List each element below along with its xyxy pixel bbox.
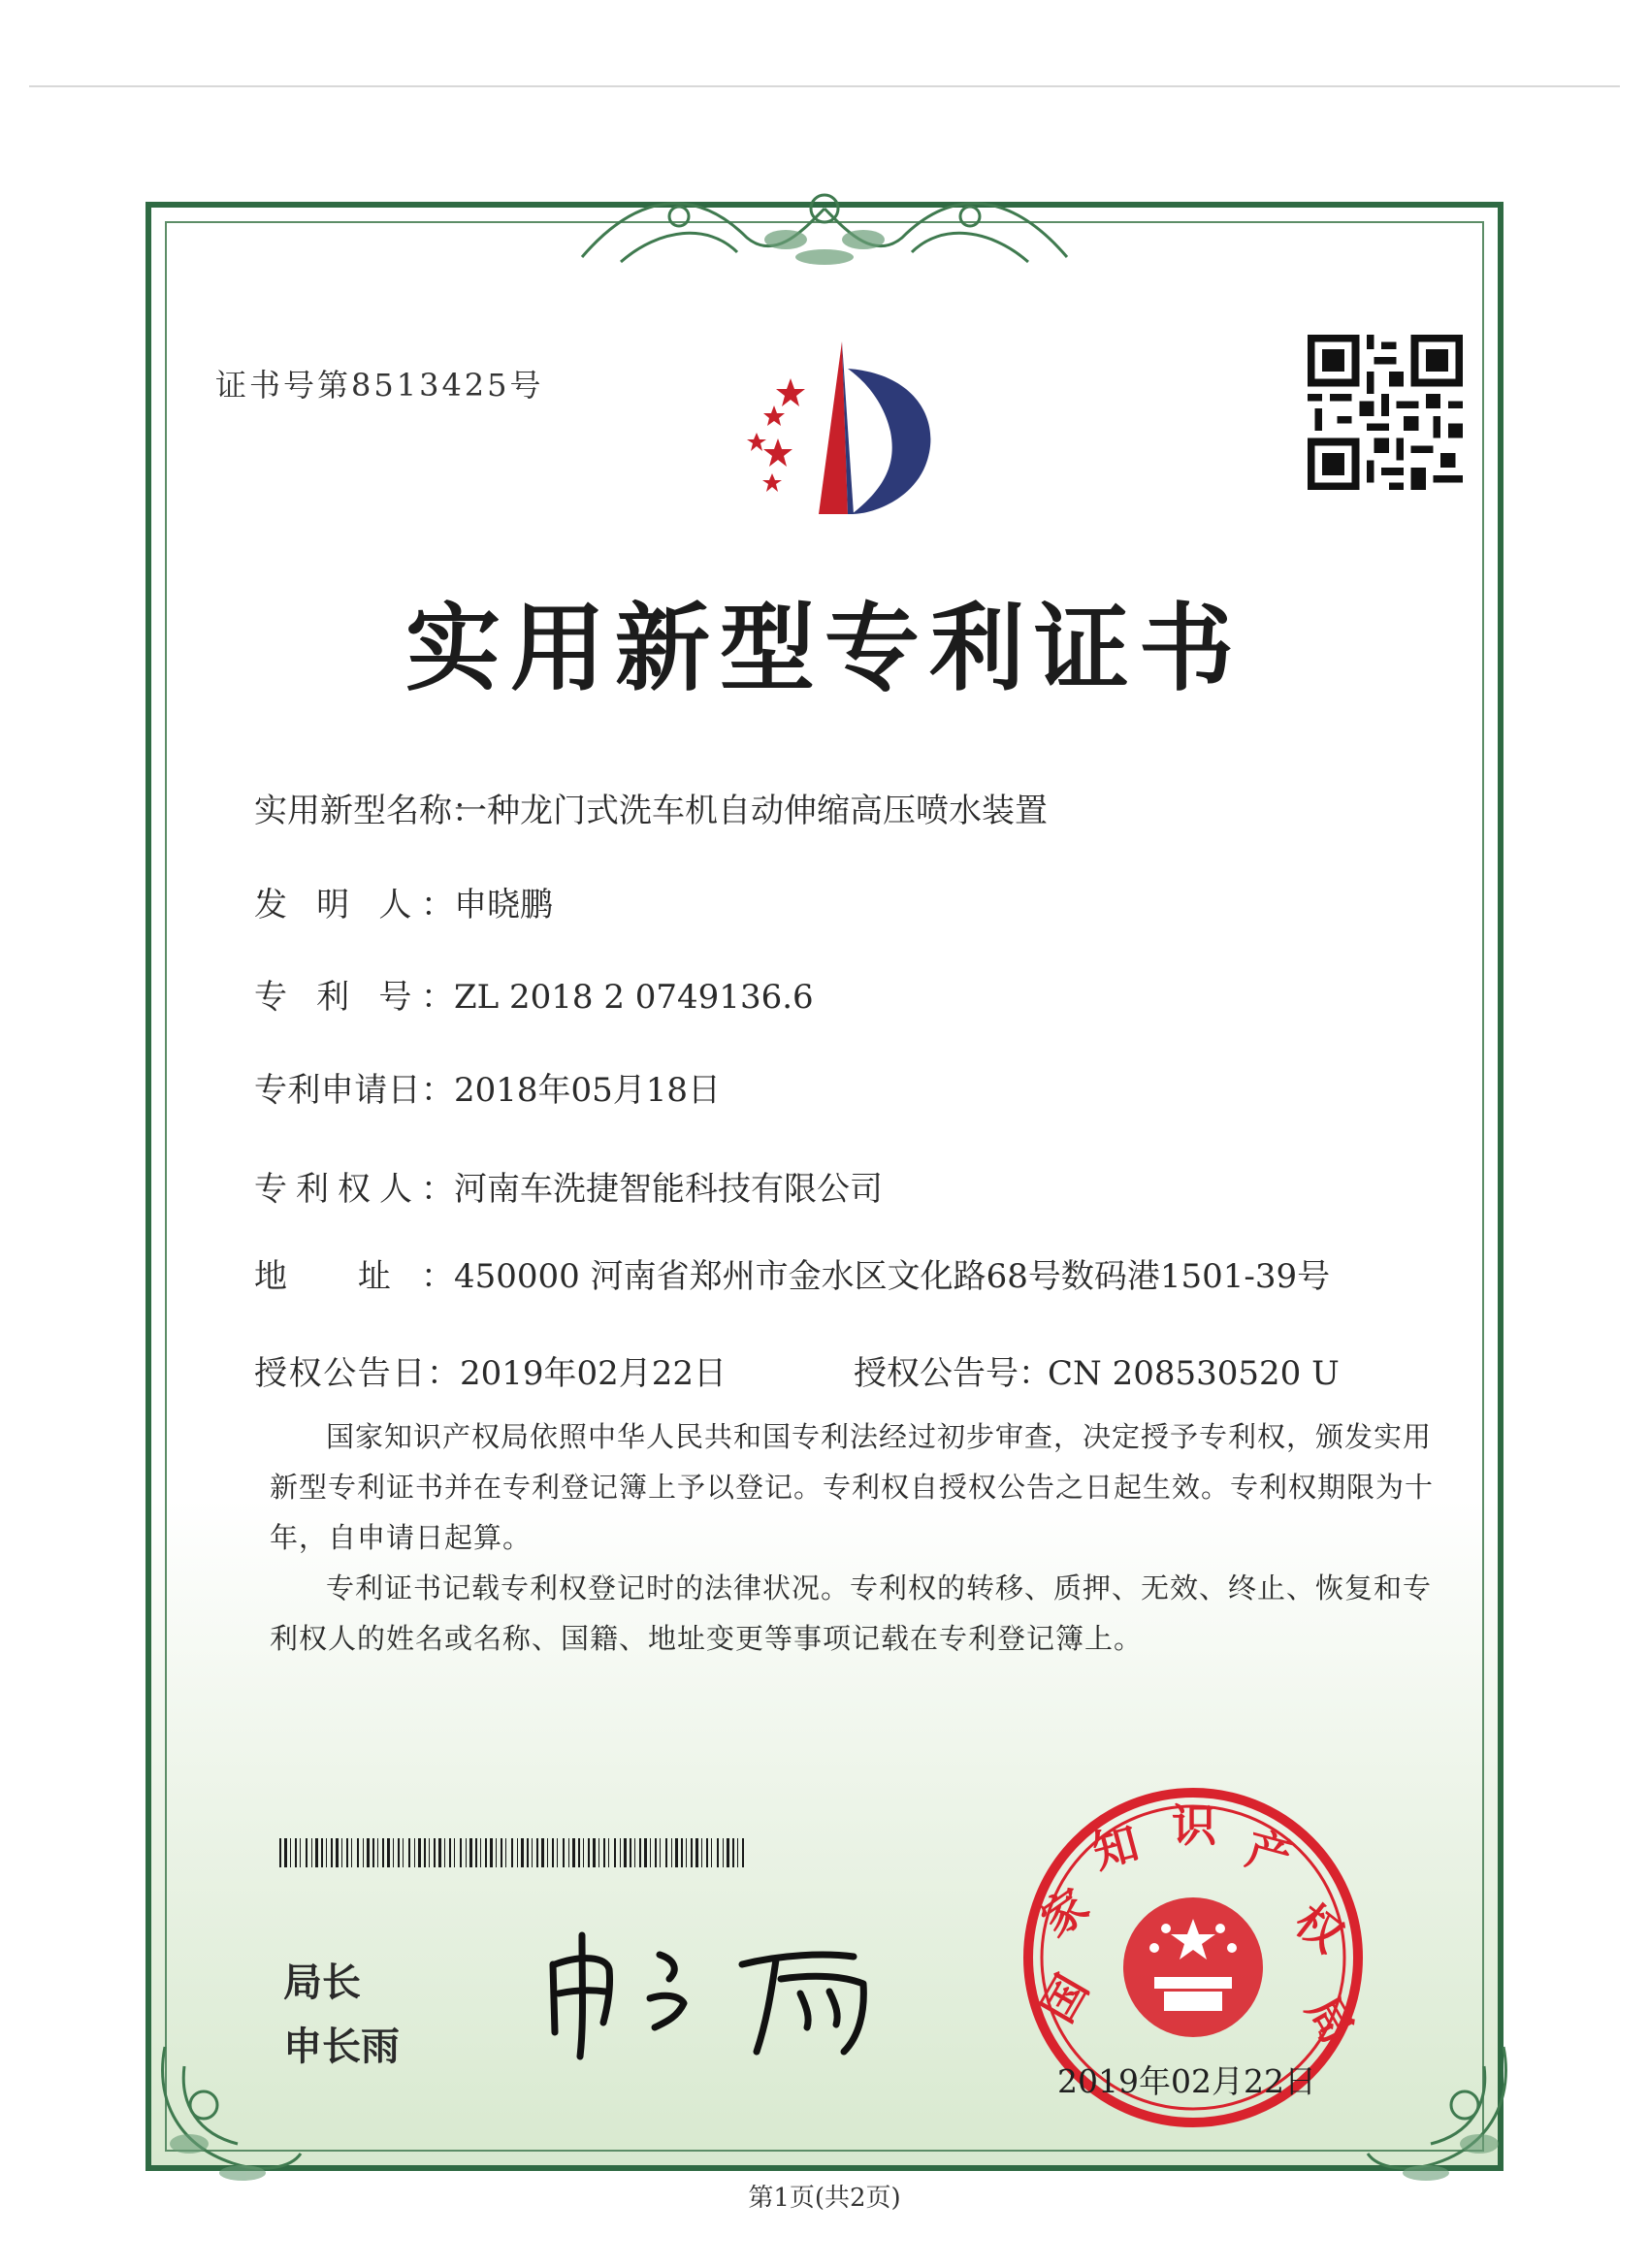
field-filing-date bbox=[254, 1063, 721, 1111]
barcode-bar bbox=[511, 1838, 513, 1867]
field-patentee bbox=[254, 1162, 883, 1210]
barcode-bar bbox=[387, 1838, 390, 1867]
field-inventor bbox=[254, 878, 553, 925]
barcode-bar bbox=[723, 1838, 724, 1867]
barcode-bar bbox=[424, 1838, 426, 1867]
barcode-bar bbox=[315, 1838, 318, 1867]
barcode-bar bbox=[393, 1838, 394, 1867]
field-label: 授权公告日： bbox=[254, 1354, 460, 1393]
barcode-bar bbox=[351, 1838, 352, 1867]
barcode-bar bbox=[624, 1838, 627, 1867]
barcode-bar bbox=[660, 1838, 661, 1867]
barcode-bar bbox=[588, 1838, 590, 1867]
barcode-bar bbox=[363, 1838, 364, 1867]
barcode-bar bbox=[563, 1838, 565, 1867]
barcode-bar bbox=[326, 1838, 327, 1867]
barcode-bar bbox=[691, 1838, 693, 1867]
barcode-bar bbox=[541, 1838, 544, 1867]
barcode-bar bbox=[403, 1838, 404, 1867]
barcode-bar bbox=[429, 1838, 430, 1867]
barcode-bar bbox=[568, 1838, 569, 1867]
svg-text:国: 国 bbox=[1030, 1965, 1099, 2031]
barcode-bar bbox=[372, 1838, 374, 1867]
field-value: CN 208530520 U bbox=[1048, 1354, 1340, 1393]
barcode-bar bbox=[279, 1838, 281, 1867]
svg-text:家: 家 bbox=[1031, 1878, 1098, 1948]
svg-text:产: 产 bbox=[1241, 1822, 1298, 1885]
barcode-bar bbox=[438, 1838, 441, 1867]
barcode-bar bbox=[377, 1838, 378, 1867]
scan-edge-line bbox=[29, 85, 1620, 87]
cnipa-emblem-icon bbox=[718, 330, 970, 524]
barcode-bar bbox=[501, 1838, 502, 1867]
barcode-bar bbox=[552, 1838, 554, 1867]
barcode-bar bbox=[630, 1838, 631, 1867]
field-value: 450000 河南省郑州市金水区文化路68号数码港1501-39号 bbox=[454, 1257, 1331, 1296]
barcode-bar bbox=[671, 1838, 672, 1867]
barcode-bar bbox=[367, 1838, 370, 1867]
barcode-bar bbox=[665, 1838, 667, 1867]
barcode-bar bbox=[480, 1838, 481, 1867]
barcode-bar bbox=[547, 1838, 548, 1867]
barcode-bar bbox=[681, 1838, 683, 1867]
barcode-bar bbox=[583, 1838, 584, 1867]
barcode-bar bbox=[655, 1838, 657, 1867]
qr-code-icon bbox=[1308, 335, 1463, 490]
barcode-bar bbox=[284, 1838, 287, 1867]
field-label: 专 利 号： bbox=[254, 978, 454, 1017]
field-label: 地 址： bbox=[254, 1257, 454, 1296]
barcode-bar bbox=[290, 1838, 291, 1867]
barcode-bar bbox=[444, 1838, 445, 1867]
barcode-bar bbox=[346, 1838, 348, 1867]
barcode-bar bbox=[336, 1838, 339, 1867]
field-label: 授权公告号： bbox=[854, 1354, 1051, 1393]
barcode-bar bbox=[620, 1838, 621, 1867]
body-paragraph: 专利证书记载专利权登记时的法律状况。专利权的转移、质押、无效、终止、恢复和专利权人的姓名或名称、国籍、地址变更等事项记载在专利登记簿上。 bbox=[270, 1571, 1433, 1655]
barcode-bar bbox=[695, 1838, 698, 1867]
barcode-bar bbox=[737, 1838, 738, 1867]
barcode-bar bbox=[460, 1838, 462, 1867]
field-label: 专利申请日： bbox=[254, 1071, 454, 1110]
barcode-bar bbox=[557, 1838, 558, 1867]
barcode-bar bbox=[598, 1838, 599, 1867]
barcode-bar bbox=[496, 1838, 497, 1867]
barcode-bar bbox=[603, 1838, 605, 1867]
barcode-bar bbox=[449, 1838, 451, 1867]
barcode-bar bbox=[572, 1838, 575, 1867]
field-patent-number bbox=[254, 970, 814, 1018]
barcode-bar bbox=[490, 1838, 493, 1867]
barcode-bar bbox=[306, 1838, 307, 1867]
barcode-bar bbox=[398, 1838, 400, 1867]
top-ornament-icon bbox=[563, 170, 1086, 276]
barcode-bar bbox=[434, 1838, 436, 1867]
barcode-bar bbox=[295, 1838, 297, 1867]
svg-text:识: 识 bbox=[1172, 1799, 1216, 1852]
svg-text:权: 权 bbox=[1285, 1894, 1353, 1962]
svg-text:知: 知 bbox=[1086, 1816, 1145, 1879]
barcode-bar bbox=[357, 1838, 359, 1867]
handwritten-signature-icon bbox=[534, 1926, 892, 2061]
barcode-bar bbox=[331, 1838, 333, 1867]
barcode-bar bbox=[686, 1838, 687, 1867]
barcode-bar bbox=[505, 1838, 506, 1867]
barcode-bar bbox=[644, 1838, 647, 1867]
barcode-icon bbox=[279, 1838, 745, 1867]
barcode-bar bbox=[717, 1838, 719, 1867]
certificate-body-text bbox=[270, 1411, 1453, 1664]
barcode-bar bbox=[593, 1838, 596, 1867]
page-number: 第1页(共2页) bbox=[748, 2184, 901, 2213]
barcode-bar bbox=[341, 1838, 342, 1867]
barcode-bar bbox=[527, 1838, 529, 1867]
field-utility-model-name bbox=[254, 784, 1048, 831]
barcode-bar bbox=[485, 1838, 487, 1867]
barcode-bar bbox=[382, 1838, 384, 1867]
barcode-bar bbox=[732, 1838, 734, 1867]
barcode-bar bbox=[634, 1838, 635, 1867]
barcode-bar bbox=[639, 1838, 641, 1867]
barcode-bar bbox=[675, 1838, 678, 1867]
barcode-bar bbox=[321, 1838, 323, 1867]
barcode-bar bbox=[408, 1838, 410, 1867]
field-value: 一种龙门式洗车机自动伸缩高压喷水装置 bbox=[454, 792, 1048, 830]
barcode-bar bbox=[650, 1838, 651, 1867]
director-title: 局长 bbox=[283, 1960, 361, 2005]
field-value: 河南车洗捷智能科技有限公司 bbox=[454, 1170, 883, 1209]
barcode-bar bbox=[727, 1838, 729, 1867]
field-address bbox=[254, 1249, 1330, 1297]
barcode-bar bbox=[578, 1838, 580, 1867]
barcode-bar bbox=[475, 1838, 477, 1867]
barcode-bar bbox=[614, 1838, 616, 1867]
barcode-bar bbox=[466, 1838, 467, 1867]
barcode-bar bbox=[469, 1838, 472, 1867]
barcode-bar bbox=[536, 1838, 538, 1867]
field-value: 申晓鹏 bbox=[454, 886, 553, 924]
barcode-bar bbox=[311, 1838, 312, 1867]
barcode-bar bbox=[701, 1838, 702, 1867]
barcode-bar bbox=[414, 1838, 415, 1867]
field-grant-date bbox=[254, 1346, 727, 1394]
field-value: 2019年02月22日 bbox=[460, 1354, 728, 1393]
barcode-bar bbox=[608, 1838, 609, 1867]
body-paragraph: 国家知识产权局依照中华人民共和国专利法经过初步审查，决定授予专利权，颁发实用新型专利证书并在专利登记簿上予以登记。专利权自授权公告之日起生效。专利权期限为十年，自申请日起算。 bbox=[270, 1420, 1435, 1554]
barcode-bar bbox=[711, 1838, 712, 1867]
svg-text:局: 局 bbox=[1296, 1987, 1365, 2053]
certificate-title: 实用新型专利证书 bbox=[404, 593, 1244, 704]
barcode-bar bbox=[742, 1838, 744, 1867]
barcode-bar bbox=[532, 1838, 533, 1867]
field-label: 专利权人： bbox=[254, 1170, 454, 1209]
barcode-bar bbox=[706, 1838, 708, 1867]
barcode-bar bbox=[418, 1838, 421, 1867]
barcode-bar bbox=[521, 1838, 524, 1867]
director-name: 申长雨 bbox=[283, 2025, 400, 2069]
field-value: ZL 2018 2 0749136.6 bbox=[454, 978, 814, 1017]
corner-ornament-right-icon bbox=[1358, 2027, 1523, 2192]
field-value: 2018年05月18日 bbox=[454, 1071, 722, 1110]
barcode-bar bbox=[517, 1838, 518, 1867]
field-label: 实用新型名称： bbox=[254, 792, 485, 830]
certificate-number: 证书号第8513425号 bbox=[215, 367, 544, 404]
seal-date: 2019年02月22日 bbox=[1057, 2062, 1316, 2100]
barcode-bar bbox=[454, 1838, 455, 1867]
field-label: 发 明 人： bbox=[254, 886, 454, 924]
barcode-bar bbox=[300, 1838, 301, 1867]
field-grant-number bbox=[854, 1346, 1340, 1394]
